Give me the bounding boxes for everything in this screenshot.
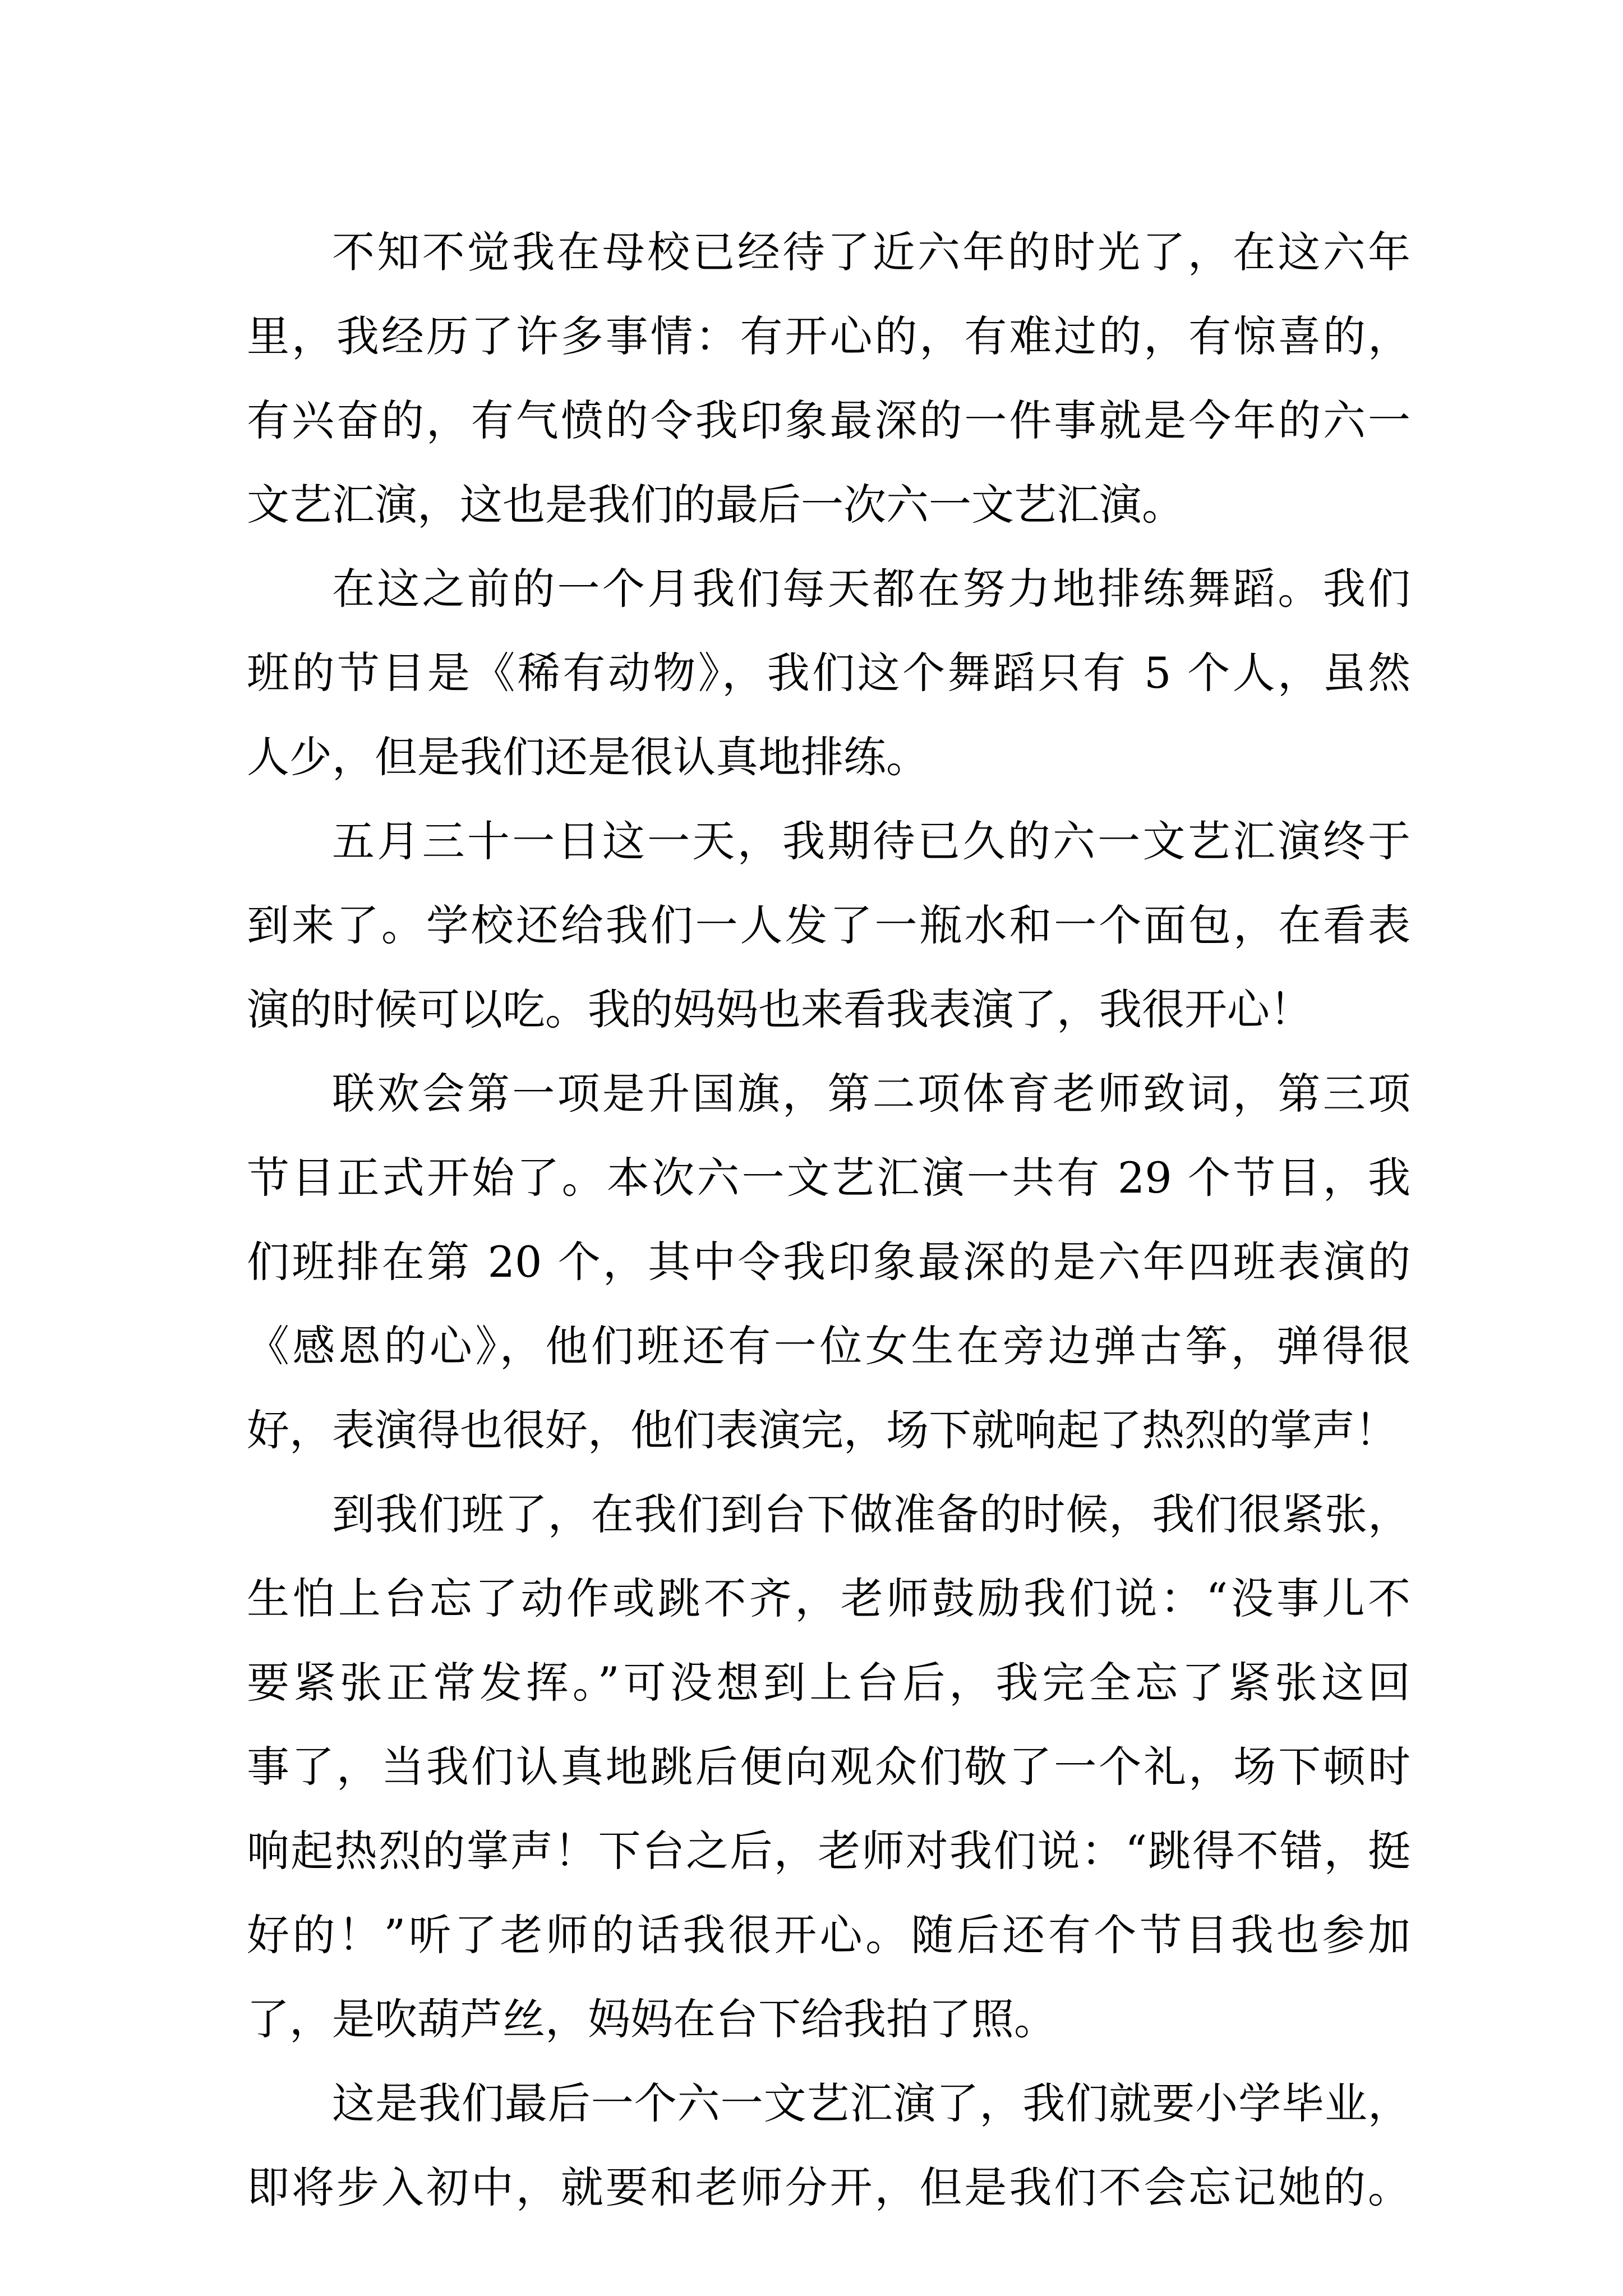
- paragraph-5-line-1: 到我们班了，在我们到台下做准备的时候，我们很紧张，: [332, 1489, 1410, 1539]
- document-body: [247, 210, 1410, 2230]
- paragraph-4-line-1: 联欢会第一项是升国旗，第二项体育老师致词，第三项: [332, 1069, 1410, 1119]
- paragraph-5-line-5: 响起热烈的掌声！下台之后，老师对我们说：“跳得不错，挺: [247, 1826, 1410, 1876]
- paragraph-5-line-2: 生怕上台忘了动作或跳不齐，老师鼓励我们说：“没事儿不: [247, 1573, 1410, 1623]
- paragraph-2-line-3: 人少，但是我们还是很认真地排练。: [247, 732, 929, 782]
- paragraph-2-line-2: 班的节目是《稀有动物》，我们这个舞蹈只有 5 个人，虽然: [247, 648, 1410, 698]
- paragraph-1-line-1: 不知不觉我在母校已经待了近六年的时光了，在这六年: [332, 227, 1410, 277]
- paragraph-5-line-3: 要紧张正常发挥。”可没想到上台后，我完全忘了紧张这回: [247, 1658, 1410, 1708]
- paragraph-5-line-6: 好的！”听了老师的话我很开心。随后还有个节目我也参加: [247, 1910, 1410, 1960]
- paragraph-4-line-3: 们班排在第 20 个，其中令我印象最深的是六年四班表演的: [247, 1237, 1410, 1287]
- paragraph-6-line-2: 即将步入初中，就要和老师分开，但是我们不会忘记她的。: [247, 2162, 1410, 2212]
- paragraph-4-line-5: 好，表演得也很好，他们表演完，场下就响起了热烈的掌声！: [247, 1405, 1398, 1455]
- paragraph-4-line-4: 《感恩的心》，他们班还有一位女生在旁边弹古筝，弹得很: [247, 1321, 1410, 1371]
- paragraph-1-line-2: 里，我经历了许多事情：有开心的，有难过的，有惊喜的，: [247, 311, 1410, 361]
- paragraph-3-line-3: 演的时候可以吃。我的妈妈也来看我表演了，我很开心！: [247, 984, 1312, 1034]
- paragraph-3-line-2: 到来了。学校还给我们一人发了一瓶水和一个面包，在看表: [247, 900, 1410, 950]
- paragraph-2-line-1: 在这之前的一个月我们每天都在努力地排练舞蹈。我们: [332, 564, 1410, 614]
- paragraph-6-line-1: 这是我们最后一个六一文艺汇演了，我们就要小学毕业，: [332, 2078, 1410, 2128]
- paragraph-3-line-1: 五月三十一日这一天，我期待已久的六一文艺汇演终于: [332, 816, 1410, 866]
- paragraph-1-line-4: 文艺汇演，这也是我们的最后一次六一文艺汇演。: [247, 480, 1184, 530]
- paragraph-5-line-4: 事了，当我们认真地跳后便向观众们敬了一个礼，场下顿时: [247, 1742, 1410, 1792]
- paragraph-5-line-7: 了，是吹葫芦丝，妈妈在台下给我拍了照。: [247, 1994, 1057, 2044]
- paragraph-4-line-2: 节目正式开始了。本次六一文艺汇演一共有 29 个节目，我: [247, 1153, 1410, 1203]
- paragraph-1-line-3: 有兴奋的，有气愤的令我印象最深的一件事就是今年的六一: [247, 395, 1410, 445]
